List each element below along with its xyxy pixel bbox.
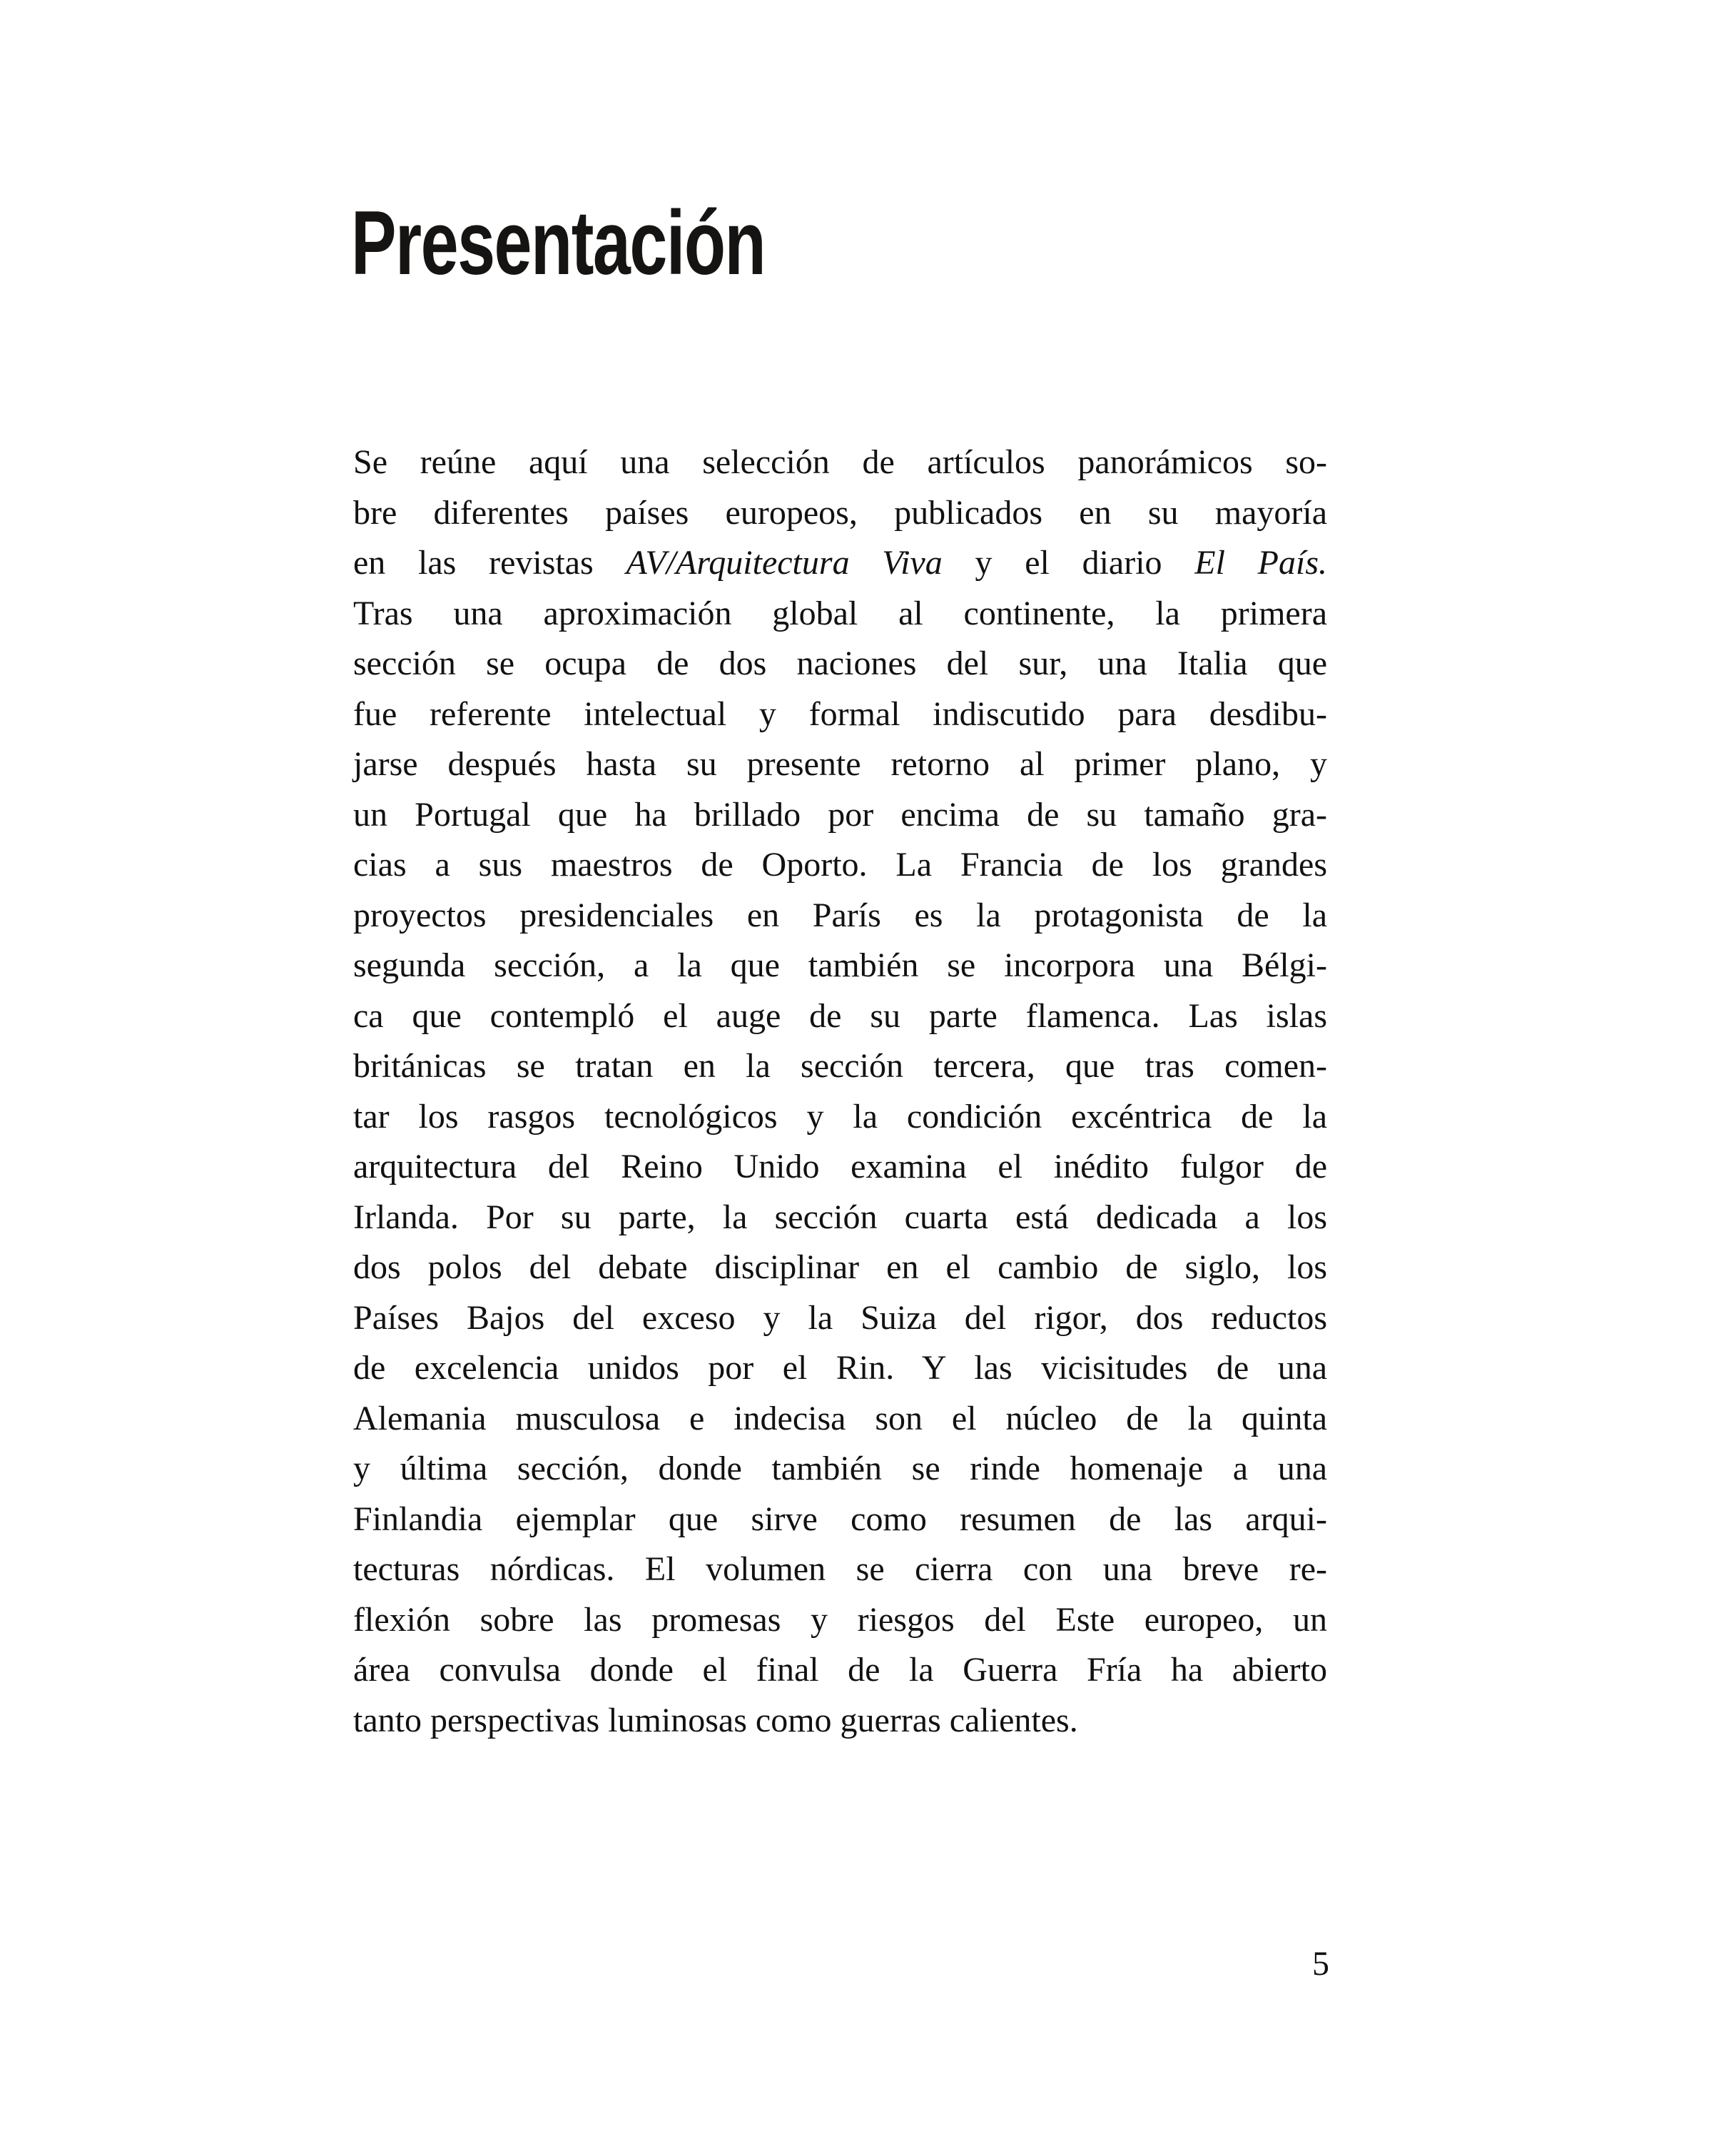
text-segment: área convulsa donde el final de la Guerra Fría ha abierto — [353, 1651, 1327, 1689]
text-segment: de excelencia unidos por el Rin. Y las vicisitudes de una — [353, 1349, 1327, 1387]
body-line — [353, 689, 1327, 740]
body-line — [353, 1394, 1327, 1445]
text-segment: segunda sección, a la que también se incorpora una Bélgi- — [353, 946, 1327, 984]
body-line — [353, 1595, 1327, 1646]
text-segment: Alemania musculosa e indecisa son el núcleo de la quinta — [353, 1399, 1327, 1437]
page-number: 5 — [1312, 1945, 1329, 1983]
text-segment: proyectos presidenciales en París es la protagonista de la — [353, 896, 1327, 934]
text-segment: flexión sobre las promesas y riesgos del Este europeo, un — [353, 1600, 1327, 1639]
text-segment: Tras una aproximación global al continente, la primera — [353, 594, 1327, 632]
body-line — [353, 1343, 1327, 1394]
body-line — [353, 1696, 1327, 1746]
body-line — [353, 739, 1327, 790]
italic-text-segment: AV/Arquitectura Viva — [626, 544, 943, 582]
body-line — [353, 1645, 1327, 1696]
text-segment: fue referente intelectual y formal indiscutido para desdibu- — [353, 694, 1327, 733]
body-line — [353, 639, 1327, 689]
body-line — [353, 1092, 1327, 1143]
body-line — [353, 438, 1327, 488]
body-line — [353, 891, 1327, 941]
text-segment: cias a sus maestros de Oporto. La Francia de los grandes — [353, 846, 1327, 884]
text-segment: tar los rasgos tecnológicos y la condición excéntrica de la — [353, 1097, 1327, 1136]
text-segment: británicas se tratan en la sección tercera, que tras comen- — [353, 1047, 1327, 1085]
body-line — [353, 1193, 1327, 1243]
body-line — [353, 1544, 1327, 1595]
body-line — [353, 1444, 1327, 1495]
body-line — [353, 488, 1327, 539]
body-line — [353, 1142, 1327, 1193]
text-segment: bre diferentes países europeos, publicados en su mayoría — [353, 493, 1327, 532]
body-line — [353, 991, 1327, 1042]
body-line — [353, 790, 1327, 841]
body-line — [353, 1243, 1327, 1293]
text-segment: y última sección, donde también se rinde homenaje a una — [353, 1450, 1327, 1487]
text-segment: tanto perspectivas luminosas como guerras calientes. — [353, 1701, 1078, 1739]
text-segment: en las revistas — [353, 544, 626, 582]
body-line — [353, 1495, 1327, 1545]
page-title: Presentación — [351, 192, 766, 293]
body-line — [353, 840, 1327, 891]
body-line — [353, 538, 1327, 589]
text-segment: ca que contempló el auge de su parte flamenca. Las islas — [353, 996, 1327, 1035]
italic-text-segment: El País. — [1194, 544, 1328, 582]
text-segment: Se reúne aquí una selección de artículos panorámicos so- — [353, 443, 1327, 481]
text-segment: Países Bajos del exceso y la Suiza del rigor, dos reductos — [353, 1298, 1327, 1337]
body-line — [353, 1293, 1327, 1344]
text-segment: sección se ocupa de dos naciones del sur, una Italia que — [353, 644, 1327, 682]
text-segment: Finlandia ejemplar que sirve como resumen de las arqui- — [353, 1500, 1327, 1538]
text-segment: un Portugal que ha brillado por encima de su tamaño gra- — [353, 795, 1327, 834]
text-segment: arquitectura del Reino Unido examina el inédito fulgor de — [353, 1148, 1327, 1185]
text-segment: y el diario — [942, 544, 1195, 582]
text-segment: jarse después hasta su presente retorno al primer plano, y — [353, 745, 1327, 783]
text-segment: Irlanda. Por su parte, la sección cuarta está dedicada a los — [353, 1198, 1327, 1236]
text-segment: dos polos del debate disciplinar en el cambio de siglo, los — [353, 1248, 1327, 1286]
body-text — [353, 438, 1327, 1746]
body-line — [353, 589, 1327, 639]
body-line — [353, 941, 1327, 991]
text-segment: tecturas nórdicas. El volumen se cierra con una breve re- — [353, 1550, 1327, 1588]
body-line — [353, 1041, 1327, 1092]
